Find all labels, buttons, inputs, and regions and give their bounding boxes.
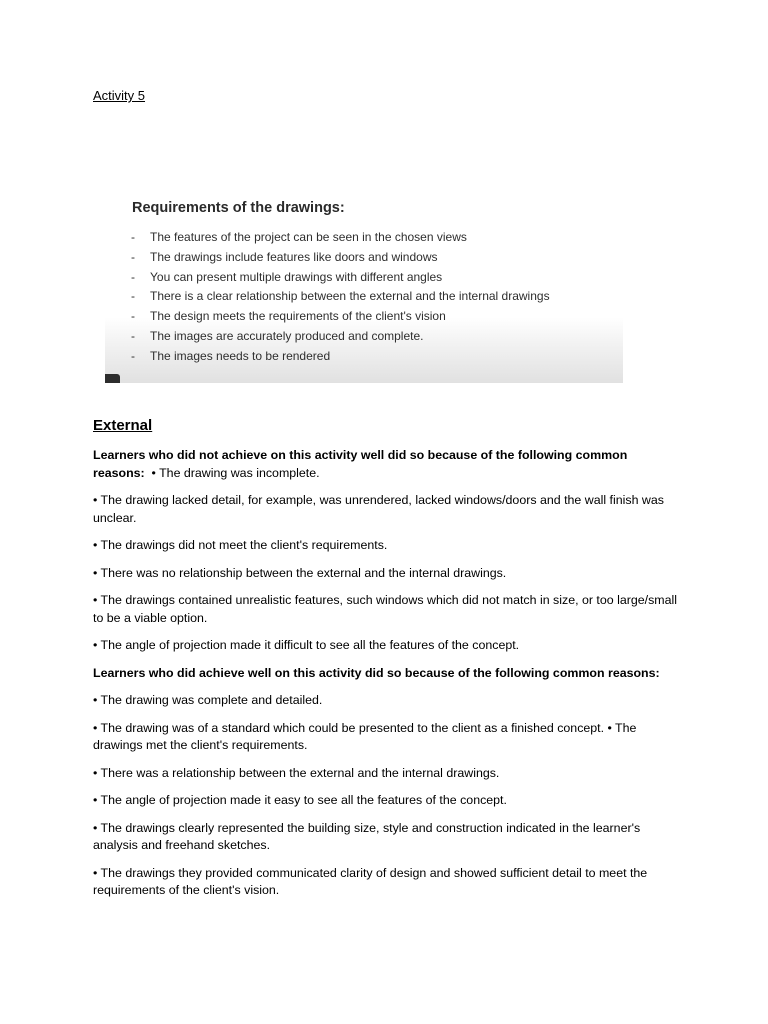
requirement-item: - The drawings include features like doors and windows [131,249,438,264]
achieve-intro: Learners who did achieve well on this activity did so because of the following common reasons: [93,665,660,680]
requirement-item: - The features of the project can be seen in the chosen views [131,230,467,244]
section-title-external: External [93,417,153,434]
requirements-title: Requirements of the drawings: [132,200,345,216]
list-item: • There was a relationship between the external and the internal drawings. [93,765,500,780]
not-achieve-intro: Learners who did not achieve on this activity well did so because of the following common reasons: [93,448,628,480]
list-item: • The drawings contained unrealistic features, such windows which did not match in size, or too large/small to be a viable option. [93,593,678,625]
list-item: • There was no relationship between the external and the internal drawings. [93,565,507,580]
list-item: • The drawings did not meet the client's requirements. [93,538,388,552]
requirement-item: - There is a clear relationship between the external and the internal drawings [131,289,550,304]
requirement-item: - The design meets the requirements of the client's vision [131,309,446,324]
list-item: • The drawing lacked detail, for example, was unrendered, lacked windows/doors and the wall finish was unclear. [93,493,664,525]
list-item: • The drawing was of a standard which could be presented to the client as a finished concept. • The drawings met the client's requirements. [93,720,637,752]
list-item: • The drawing was complete and detailed. [93,693,323,707]
list-item: • The drawing was incomplete. [151,465,320,480]
requirement-item: - The images are accurately produced and complete. [131,328,424,343]
requirement-item: - You can present multiple drawings with different angles [131,269,443,284]
page-heading: Activity 5 [93,88,146,103]
list-item: • The drawings clearly represented the building size, style and construction indicated in the learner's analysis and freehand sketches. [93,820,641,852]
list-item: • The drawings they provided communicated clarity of design and showed sufficient detail to meet the requirements of the client's vision. [93,865,648,897]
requirement-item: - The images needs to be rendered [131,348,331,363]
external-section [93,417,678,910]
not-achieve-intro-paragraph [93,447,678,482]
requirements-list [131,228,550,367]
list-item: • The angle of projection made it easy to see all the features of the concept. [93,793,507,807]
image-corner-icon [105,374,120,383]
requirements-image [105,190,623,383]
list-item: • The angle of projection made it difficult to see all the features of the concept. [93,638,520,652]
